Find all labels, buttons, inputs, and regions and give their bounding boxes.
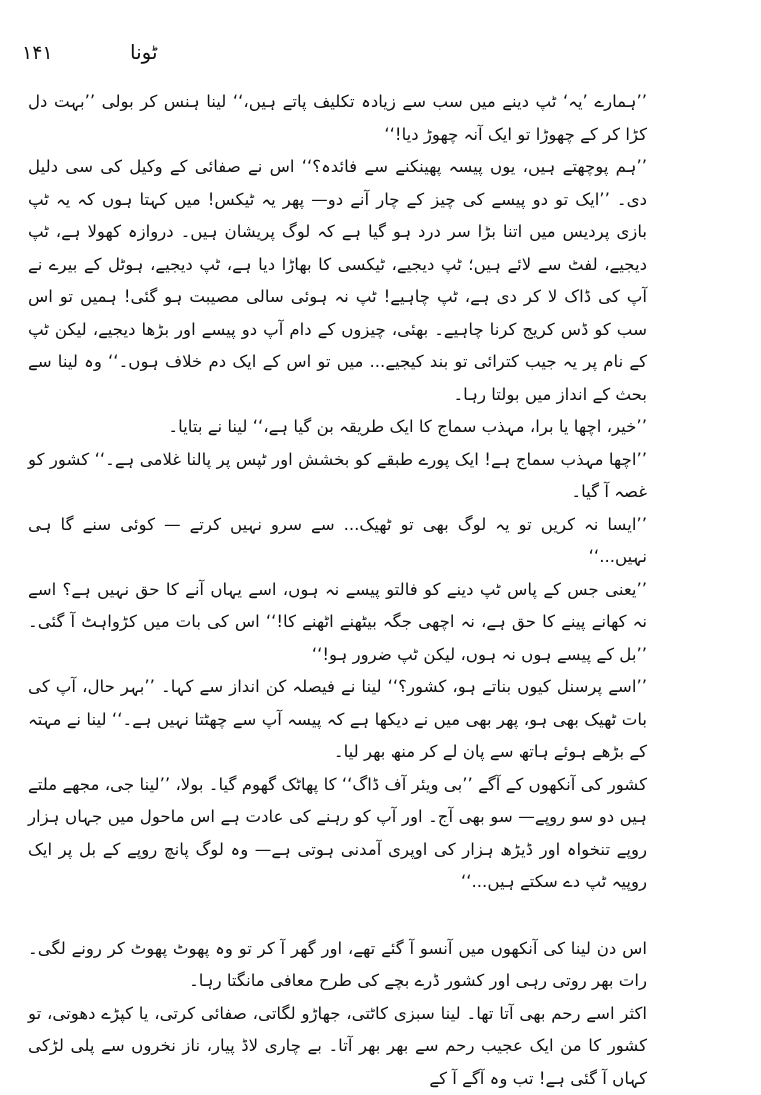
body-text [28,86,719,1095]
paragraph: ’’ایسا نہ کریں تو یہ لوگ بھی تو ٹھیک... سے سرو نہیں کرتے — کوئی سنے گا ہی نہیں...‘‘ [28,509,719,574]
paragraph: اس دن لینا کی آنکھوں میں آنسو آ گئے تھے، اور گھر آ کر تو وہ پھوٹ پھوٹ کر رونے لگی۔ رات بھر روتی رہی اور کشور ڈرے بچے کی طرح معافی مانگتا رہا۔ [28,933,719,998]
page-header [22,42,721,72]
paragraph: کشور کی آنکھوں کے آگے ’’بی ویئر آف ڈاگ‘‘ کا پھاٹک گھوم گیا۔ بولا، ’’لینا جی، مجھے ملتے ہیں دو سو روپے— سو بھی آج۔ اور آپ کو رہنے کی عادت ہے اس ماحول میں جہاں ہزار روپے تنخواہ اور ڈیڑھ ہزار کی اوپری آمدنی ہوتی ہے— وہ لوگ پانچ روپے کے بل پر ایک روپیہ ٹپ دے سکتے ہیں...‘‘ [28,769,719,899]
paragraph: ’’ہم پوچھتے ہیں، یوں پیسہ پھینکنے سے فائدہ؟‘‘ اس نے صفائی کے وکیل کی سی دلیل دی۔ ’’ایک تو دو پیسے کی چیز کے چار آنے دو— پھر یہ ٹیکس! میں کہتا ہوں کہ یہ ٹپ بازی پردیس میں اتنا بڑا سر درد ہو گیا ہے کہ لوگ پریشان ہیں۔ دروازہ کھولا ہے، ٹپ دیجیے، لفٹ سے لائے ہیں؛ ٹپ دیجیے، ٹیکسی کا بھاڑا دیا ہے، ٹپ دیجیے، ہوٹل کے بیرے نے آپ کی ڈاک لا کر دی ہے، ٹپ چاہیے! ٹپ نہ ہوئی سالی مصیبت ہو گئی! ہمیں تو اس سب کو ڈس کریج کرنا چاہیے۔ بھئی، چیزوں کے دام آپ دو پیسے اور بڑھا دیجیے، لیکن ٹپ کے نام پر یہ جیب کترائی تو بند کیجیے... میں تو اس کے ایک دم خلاف ہوں۔‘‘ وہ لینا سے بحث کے انداز میں بولتا رہا۔ [28,151,719,411]
paragraph: اکثر اسے رحم بھی آتا تھا۔ لینا سبزی کاٹتی، جھاڑو لگاتی، صفائی کرتی، یا کپڑے دھوتی، تو کشور کا من ایک عجیب رحم سے بھر بھر آتا۔ بے چاری لاڈ پیار، ناز نخروں سے پلی لڑکی کہاں آ گئی ہے! تب وہ آگے آ کے [28,998,719,1095]
page-number: ۱۴۱ [22,42,53,64]
paragraph: ’’اچھا مہذب سماج ہے! ایک پورے طبقے کو بخشش اور ٹپس پر پالنا غلامی ہے۔‘‘ کشور کو غصہ آ گیا۔ [28,444,719,509]
running-title: ٹونا [130,40,158,64]
paragraph: ’’خیر، اچھا یا برا، مہذب سماج کا ایک طریقہ بن گیا ہے،‘‘ لینا نے بتایا۔ [28,411,719,444]
paragraph: ’’اسے پرسنل کیوں بناتے ہو، کشور؟‘‘ لینا نے فیصلہ کن انداز سے کہا۔ ’’بہر حال، آپ کی بات ٹھیک بھی ہو، پھر بھی میں نے دیکھا ہے کہ پیسہ آپ سے چھٹتا نہیں ہے۔‘‘ لینا نے مہتہ کے بڑھے ہوئے ہاتھ سے پان لے کر منھ بھر لیا۔ [28,671,719,769]
paragraph: ’’ہمارے ’یہ‘ ٹپ دینے میں سب سے زیادہ تکلیف پاتے ہیں،‘‘ لینا ہنس کر بولی ’’بہت دل کڑا کر کے چھوڑا تو ایک آنہ چھوڑ دیا!‘‘ [28,86,719,151]
paragraph: ’’یعنی جس کے پاس ٹپ دینے کو فالتو پیسے نہ ہوں، اسے یہاں آنے کا حق نہیں ہے؟ اسے نہ کھانے پینے کا حق ہے، نہ اچھی جگہ بیٹھنے اٹھنے کا!‘‘ اس کی بات میں کڑواہٹ آ گئی۔ ’’بل کے پیسے ہوں نہ ہوں، لیکن ٹپ ضرور ہو!‘‘ [28,574,719,672]
